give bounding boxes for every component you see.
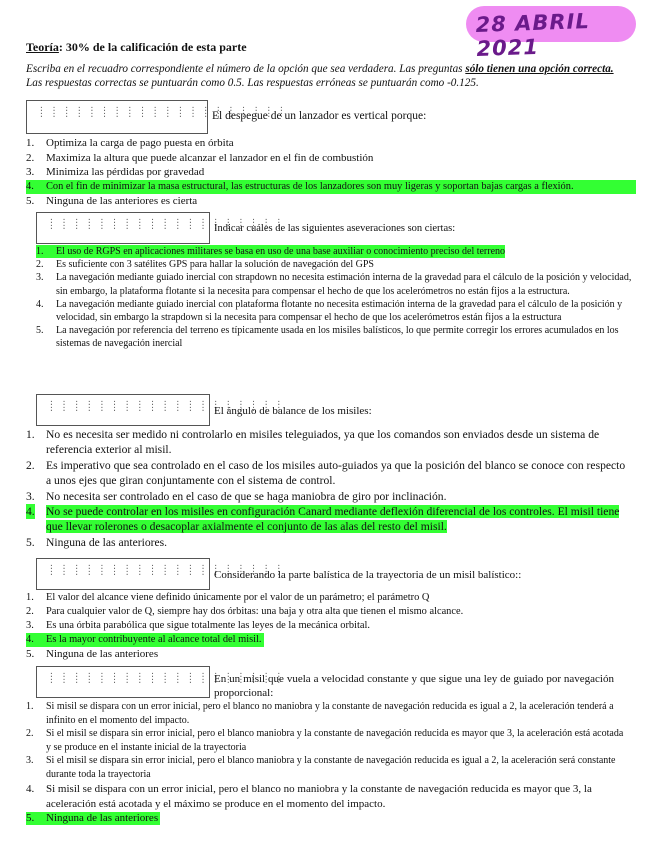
list-item: 2. Es imperativo que sea controlado en el caso de los misiles auto-guiados ya que la posición del blanco se conoce con respecto a unos ejes que giran conjuntamente con el sistema de control. — [26, 458, 626, 488]
question-prompt: Considerando la parte balística de la trayectoria de un misil balístico:: — [214, 569, 522, 581]
list-item: 2. Para cualquier valor de Q, siempre hay dos órbitas: una baja y otra alta que tienen el mismo alcance. — [26, 606, 464, 617]
list-item: 2. Si el misil se dispara sin error inicial, pero el blanco maniobra y la constante de navegación reducida es mayor que 3, la aceleración está acotada y se produce en el instante inicial de la trayectoria — [26, 728, 624, 753]
question-prompt: El despegue de un lanzador es vertical porque: — [212, 110, 427, 122]
list-item: 5. La navegación por referencia del terreno es típicamente usada en los misiles balísticos, lo que permite corregir los errores acumulados en los sistemas de navegación inercial — [36, 325, 619, 350]
question-prompt: El ángulo de balance de los misiles: — [214, 405, 372, 417]
list-item: 2. Maximiza la altura que puede alcanzar el lanzador en el fin de combustión — [26, 151, 374, 164]
list-item: 1. Si misil se dispara con un error inicial, pero el blanco no maniobra y la constante de navegación reducida es igual a 2, la aceleración tenderá a infinito en el momento del impacto. — [26, 701, 614, 726]
list-item: 1. El valor del alcance viene definido únicamente por el valor de un parámetro; el parámetro Q — [26, 592, 430, 603]
section-title — [26, 40, 247, 55]
correct-option: 4. Es la mayor contribuyente al alcance total del misil. — [26, 634, 262, 645]
correct-option: 4. No se puede controlar en los misiles en configuración Canard mediante deflexión diferencial de los controles. El misil tiene que llevar rolerones o desacoplar axialmente el conjunto de las alas del resto del misil. — [26, 505, 620, 534]
options-list — [26, 700, 626, 825]
answer-box-1[interactable]: : : : : : : : : : : : : : : : : : : : : : : : : : : : : : : : : : : : : : : : : — [26, 100, 208, 134]
list-item: 3. No necesita ser controlado en el caso de que se haga maniobra de giro por inclinación. — [26, 489, 447, 503]
correct-option: 1. El uso de RGPS en aplicaciones militares se basa en uso de una base auxiliar o conocimiento preciso del terreno — [36, 246, 506, 257]
question-prompt: Indicar cuáles de las siguientes aseveraciones son ciertas: — [214, 223, 456, 234]
options-list — [26, 427, 626, 550]
correct-option: 5. Ninguna de las anteriores — [26, 811, 159, 824]
list-item: 2. Es suficiente con 3 satélites GPS para hallar la solución de navegación del GPS — [36, 259, 374, 271]
instructions: Escriba en el recuadro correspondiente el número de la opción que sea verdadera. Las preguntas sólo tienen una opción correcta. Las respuestas correctas se puntuarán como 0.5. Las respuestas erróneas se puntuarán como -0.125. — [26, 63, 614, 89]
list-item: 1. Optimiza la carga de pago puesta en órbita — [26, 137, 234, 149]
list-item: 1. No es necesita ser medido ni controlarlo en misiles teleguiados, ya que los comandos son enviados desde un sistema de referencia exterior al misil. — [26, 428, 600, 457]
answer-box-2[interactable]: : : : : : : : : : : : : : : : : : : : : : : : : : : : : : : : : : : : : : : — [36, 212, 210, 244]
section-title-label: Teoría — [26, 40, 59, 54]
question-prompt: En un misil que vuela a velocidad constante y que sigue una ley de guiado por navegación proporcional: — [214, 673, 614, 699]
list-item: 5. Ninguna de las anteriores es cierta — [26, 195, 198, 207]
list-item: 5. Ninguna de las anteriores. — [26, 535, 168, 549]
options-list — [26, 591, 626, 661]
answer-box-5[interactable]: : : : : : : : : : : : : : : : : : : : : : : : : : : : : : : : : : : : : : : — [36, 666, 210, 698]
list-item: 4. La navegación mediante guiado inercial con plataforma flotante no necesita estimación interna de la gravedad para el cálculo de la posición y velocidad, sin embargo la strapdown si la necesita para compensar el hecho de que los acelerómetros están fijos a la estructura — [36, 298, 623, 324]
date-stamp: 28 ABRIL 2021 — [475, 8, 591, 61]
list-item: 3. Minimiza las pérdidas por gravedad — [26, 166, 205, 178]
list-item: 3. Es una órbita parabólica que sigue totalmente las leyes de la mecánica orbital. — [26, 620, 371, 631]
list-item: 4. Si misil se dispara con un error inicial, pero el blanco no maniobra y la constante de navegación reducida es mayor que 3, la aceleración está acotada y el máximo se produce en el momento del impacto. — [26, 782, 592, 810]
correct-option: 4. Con el fin de minimizar la masa estructural, las estructuras de los lanzadores son muy ligeras y soportan bajas cargas a flexión. — [26, 180, 636, 195]
answer-box-3[interactable]: : : : : : : : : : : : : : : : : : : : : : : : : : : : : : : : : : : : : : : — [36, 394, 210, 426]
answer-box-4[interactable]: : : : : : : : : : : : : : : : : : : : : : : : : : : : : : : : : : : : : : : — [36, 558, 210, 590]
section-title-rest: : 30% de la calificación de esta parte — [58, 40, 247, 54]
list-item: 3. Si el misil se dispara sin error inicial, pero el blanco maniobra y la constante de navegación reducida es igual a 2, la aceleración será constante durante toda la trayectoria — [26, 755, 616, 780]
options-list — [36, 245, 636, 351]
options-list — [26, 136, 636, 209]
list-item: 3. La navegación mediante guiado inercial con strapdown no necesita estimación interna de la gravedad para el cálculo de la posición y velocidad, sin embargo, la plataforma flotante si la necesita para compensar el hecho de que los acelerómetros no están fijos a la estructura. — [36, 272, 632, 297]
list-item: 5. Ninguna de las anteriores — [26, 648, 159, 660]
